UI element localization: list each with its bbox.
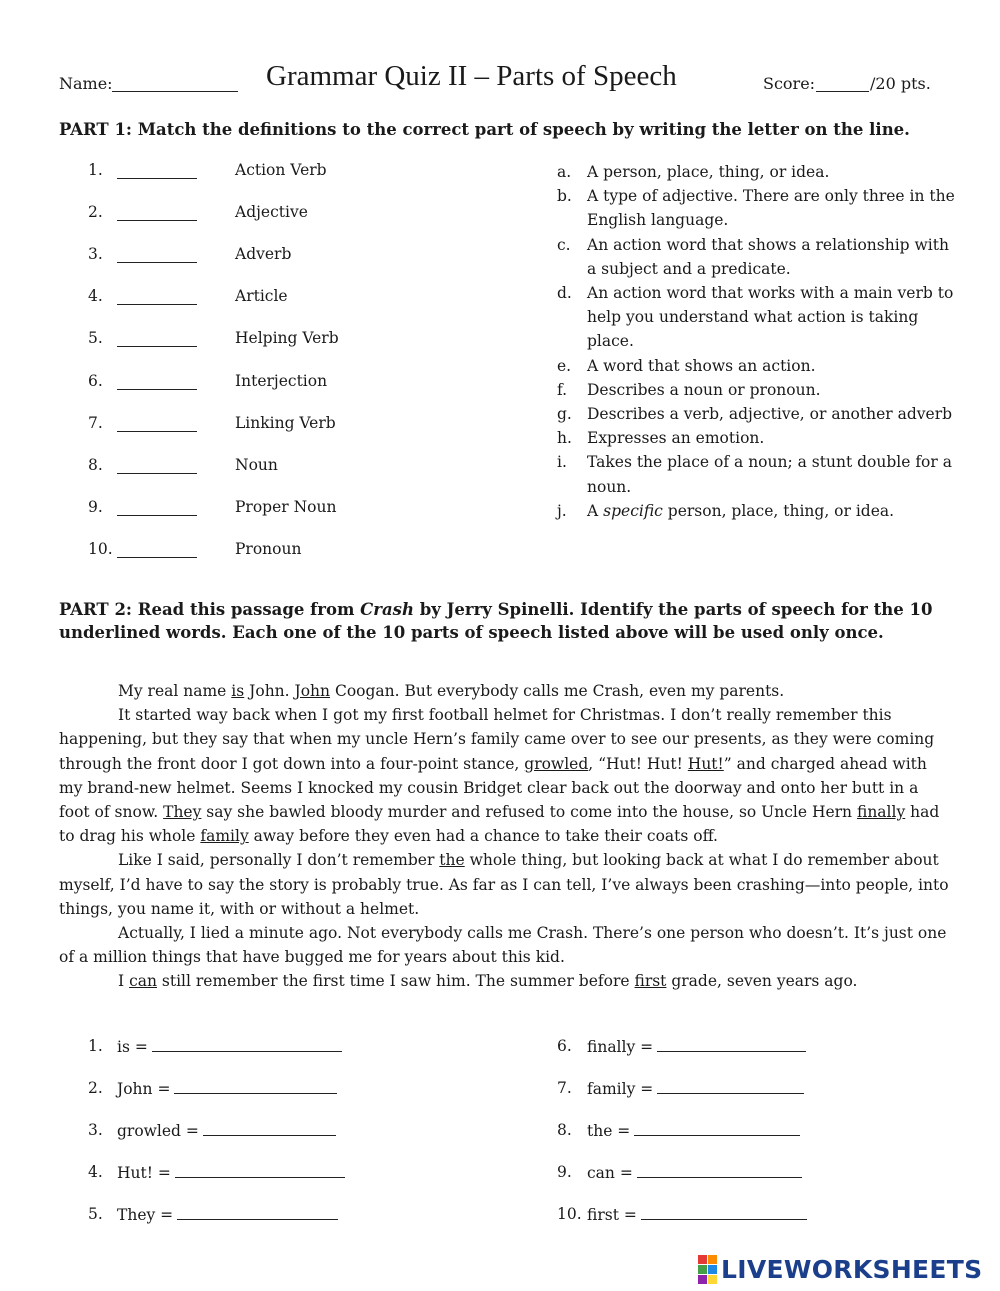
answer-blank[interactable] [117, 431, 197, 432]
definition-letter: h. [557, 429, 572, 448]
definition-text: Takes the place of a noun; a stunt double for a noun. [587, 453, 952, 496]
answer-label: family = [587, 1080, 654, 1098]
definition-item [557, 378, 957, 402]
passage-paragraph: My real name is John. John Coogan. But everybody calls me Crash, even my parents. [118, 682, 785, 700]
item-number: 5. [88, 329, 103, 348]
answer-field[interactable] [657, 1079, 804, 1094]
answer-blank[interactable] [117, 346, 197, 347]
answer-number: 8. [557, 1121, 572, 1139]
answer-label: the = [587, 1122, 631, 1140]
definition-item [557, 426, 957, 450]
answer-field[interactable] [203, 1121, 336, 1136]
definition-letter: e. [557, 356, 572, 375]
answer-blank[interactable] [117, 557, 197, 558]
definitions-list [557, 160, 957, 523]
underlined-word: first [634, 972, 667, 991]
answer-number: 1. [88, 1037, 103, 1055]
score-field[interactable] [816, 91, 869, 92]
logo-blocks-icon [698, 1255, 717, 1284]
answer-label: first = [587, 1206, 637, 1224]
score-suffix: /20 pts. [870, 74, 931, 93]
answer-row [117, 1121, 336, 1140]
part2-heading: PART 2: Read this passage from Crash by Jerry Spinelli. Identify the parts of speech for the 10 underlined words. Each one of the 10 parts of speech listed above will be used only once. [59, 600, 933, 642]
item-number: 6. [88, 371, 103, 390]
passage-paragraph: It started way back when I got my first football helmet for Christmas. I don’t really remember this happening, but they say that when my uncle Hern’s family came over to see our presents, as they were coming through the front door I got down into a four-point stance, growled, “Hut! Hut! Hut!” and charged ahead with my brand-new helmet. Seems I knocked my cousin Bridget clear back out the doorway and onto her butt in a foot of snow. They say she bawled bloody murder and refused to come into the house, so Uncle Hern finally had to drag his whole family away before they even had a chance to take their coats off. [59, 706, 940, 846]
definition-text: A person, place, thing, or idea. [587, 163, 830, 181]
part-of-speech-term: Linking Verb [235, 413, 336, 432]
name-label: Name: [59, 74, 113, 93]
answer-row [587, 1079, 804, 1098]
logo-block [708, 1265, 717, 1274]
definition-item [557, 402, 957, 426]
answer-field[interactable] [175, 1163, 345, 1178]
logo-block [698, 1265, 707, 1274]
underlined-word: Hut! [687, 754, 724, 773]
definition-item [557, 160, 957, 184]
answer-blank[interactable] [117, 515, 197, 516]
passage-paragraph: Actually, I lied a minute ago. Not everybody calls me Crash. There’s one person who doesn’t. It’s just one of a million things that have bugged me for years about this kid. [59, 924, 947, 967]
underlined-word: the [439, 851, 465, 870]
answer-field[interactable] [177, 1205, 338, 1220]
definition-item [557, 450, 957, 498]
definition-text: An action word that works with a main verb to help you understand what action is taking place. [587, 284, 954, 351]
item-number: 10. [88, 539, 113, 558]
underlined-word: finally [856, 803, 906, 822]
answer-label: John = [117, 1080, 171, 1098]
definition-text: A type of adjective. There are only three in the English language. [587, 187, 955, 230]
passage [59, 679, 949, 994]
logo-block [708, 1275, 717, 1284]
answer-blank[interactable] [117, 262, 197, 263]
underlined-word: growled [524, 754, 589, 773]
logo-block [698, 1255, 707, 1264]
definition-text: Describes a verb, adjective, or another adverb [587, 405, 953, 424]
part-of-speech-term: Noun [235, 455, 278, 474]
answer-row [587, 1121, 800, 1140]
answer-row [117, 1037, 342, 1056]
answer-row [117, 1205, 338, 1224]
part-of-speech-term: Pronoun [235, 539, 302, 558]
answer-number: 10. [557, 1205, 582, 1223]
answer-label: can = [587, 1164, 633, 1182]
answer-row [117, 1163, 345, 1182]
definition-letter: f. [557, 380, 568, 399]
answer-label: Hut! = [117, 1164, 171, 1182]
part-of-speech-term: Action Verb [235, 161, 327, 179]
definition-text: Describes a noun or pronoun. [587, 380, 821, 399]
answer-number: 2. [88, 1079, 103, 1097]
definition-text: An action word that shows a relationship with a subject and a predicate. [587, 235, 949, 278]
definition-item [557, 499, 957, 523]
part-of-speech-term: Adverb [235, 245, 292, 264]
answer-field[interactable] [152, 1037, 342, 1052]
answer-field[interactable] [641, 1205, 807, 1220]
definition-letter: g. [557, 405, 572, 424]
definition-letter: d. [557, 284, 572, 303]
underlined-word: John [294, 682, 331, 700]
liveworksheets-logo [698, 1254, 982, 1284]
logo-block [698, 1275, 707, 1284]
definition-letter: a. [557, 163, 572, 181]
answer-row [117, 1079, 337, 1098]
part-of-speech-term: Adjective [235, 203, 308, 222]
answer-field[interactable] [657, 1037, 806, 1052]
definition-letter: c. [557, 235, 571, 254]
item-number: 4. [88, 287, 103, 306]
answer-label: growled = [117, 1122, 199, 1140]
underlined-word: They [163, 803, 202, 822]
underlined-word: can [129, 972, 157, 991]
answer-label: is = [117, 1038, 148, 1056]
part-of-speech-term: Interjection [235, 371, 328, 390]
definition-text: Expresses an emotion. [587, 429, 765, 448]
definition-item [557, 281, 957, 354]
logo-text: LIVEWORKSHEETS [721, 1254, 983, 1284]
answer-field[interactable] [634, 1121, 800, 1136]
item-number: 2. [88, 203, 103, 222]
part1-heading: PART 1: Match the definitions to the correct part of speech by writing the letter on the line. [59, 120, 910, 139]
answer-number: 9. [557, 1163, 572, 1181]
definition-letter: b. [557, 187, 572, 206]
part-of-speech-term: Helping Verb [235, 329, 339, 348]
logo-block [708, 1255, 717, 1264]
name-field[interactable] [112, 91, 238, 92]
page-title: Grammar Quiz II – Parts of Speech [266, 60, 677, 92]
item-number: 1. [88, 161, 103, 179]
answer-row [587, 1163, 802, 1182]
underlined-word: family [200, 827, 249, 846]
answer-field[interactable] [174, 1079, 337, 1094]
definition-text: A word that shows an action. [587, 356, 816, 375]
answer-blank[interactable] [117, 304, 197, 305]
item-number: 8. [88, 455, 103, 474]
answer-label: They = [117, 1206, 174, 1224]
item-number: 9. [88, 497, 103, 516]
part-of-speech-term: Proper Noun [235, 497, 337, 516]
passage-paragraph: Like I said, personally I don’t remember the whole thing, but looking back at what I do remember about myself, I’d have to say the story is probably true. As far as I can tell, I’ve always been crashing—into people, into things, you name it, with or without a helmet. [59, 851, 949, 918]
answer-number: 6. [557, 1037, 572, 1055]
definition-item [557, 184, 957, 232]
answer-field[interactable] [637, 1163, 802, 1178]
item-number: 3. [88, 245, 103, 264]
definition-letter: j. [557, 501, 567, 520]
answer-blank[interactable] [117, 178, 197, 179]
definition-letter: i. [557, 453, 567, 472]
answer-blank[interactable] [117, 389, 197, 390]
definition-item [557, 354, 957, 378]
passage-paragraph: I can still remember the first time I saw him. The summer before first grade, seven years ago. [118, 972, 858, 991]
answer-row [587, 1037, 806, 1056]
answer-blank[interactable] [117, 473, 197, 474]
answer-number: 7. [557, 1079, 572, 1097]
answer-blank[interactable] [117, 220, 197, 221]
item-number: 7. [88, 413, 103, 432]
definition-item [557, 233, 957, 281]
answer-row [587, 1205, 807, 1224]
answer-number: 5. [88, 1205, 103, 1223]
definition-text: A specific person, place, thing, or idea. [587, 501, 895, 520]
answer-number: 3. [88, 1121, 103, 1139]
answer-number: 4. [88, 1163, 103, 1181]
score-label: Score: [763, 74, 816, 93]
underlined-word: is [231, 682, 245, 700]
answer-label: finally = [587, 1038, 654, 1056]
part-of-speech-term: Article [235, 287, 288, 306]
